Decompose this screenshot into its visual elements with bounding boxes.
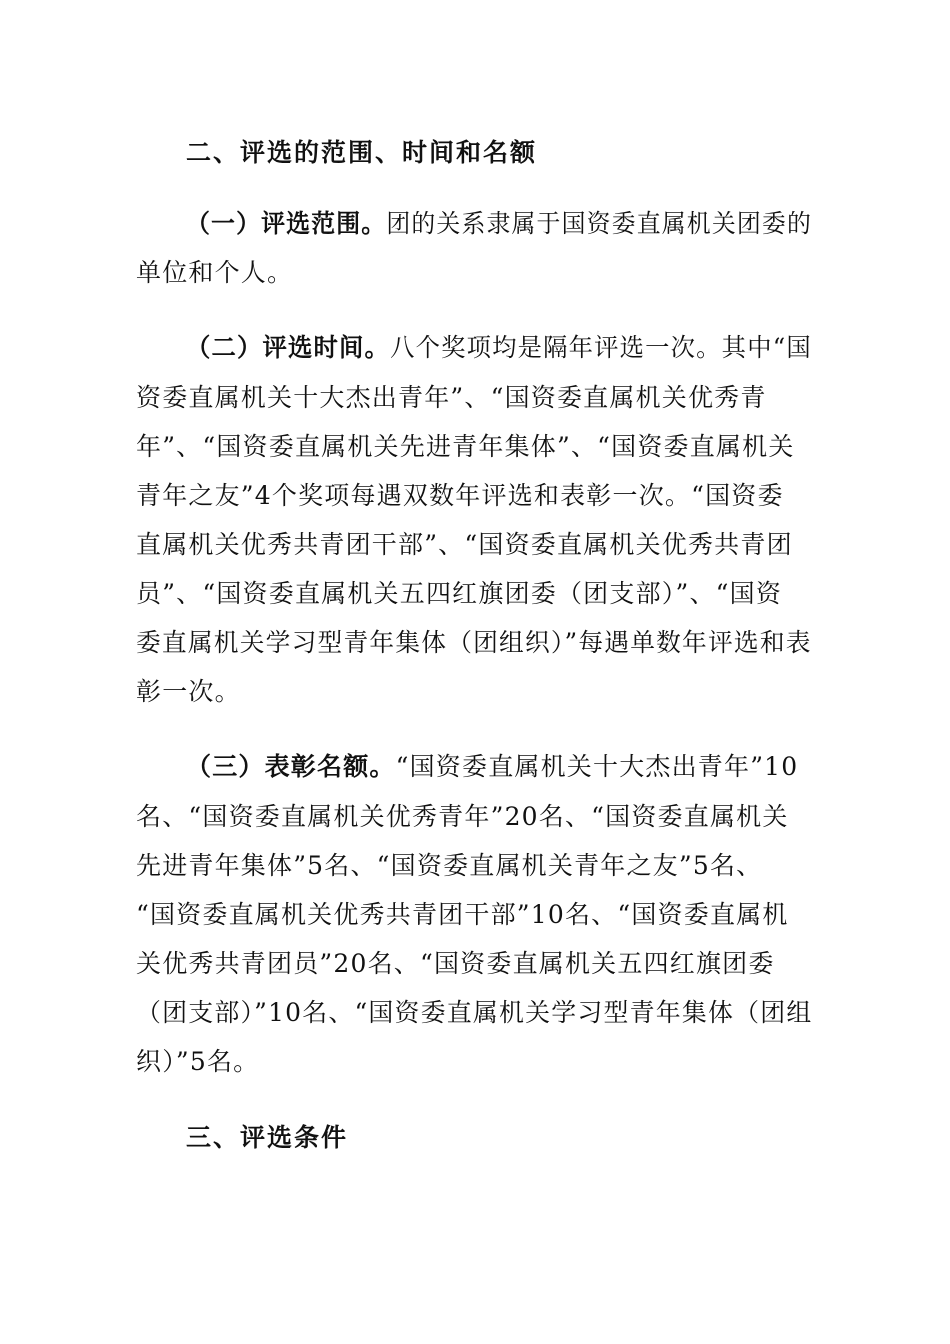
- paragraph-time-line-6: 员”、“国资委直属机关五四红旗团委（团支部）”、“国资: [136, 579, 783, 608]
- paragraph-quota-line-3: 先进青年集体”5名、“国资委直属机关青年之友”5名、: [136, 851, 763, 880]
- paragraph-time-line-4: 青年之友”4个奖项每遇双数年评选和表彰一次。“国资委: [136, 481, 784, 510]
- paragraph-quota-line-4: “国资委直属机关优秀共青团干部”10名、“国资委直属机: [136, 900, 789, 929]
- paragraph-time-line-1: [186, 331, 812, 365]
- paragraph-time-line-5: 直属机关优秀共青团干部”、“国资委直属机关优秀共青团: [136, 530, 793, 559]
- paragraph-quota-line-7: 织）”5名。: [136, 1047, 260, 1076]
- section-heading-2: 二、评选的范围、时间和名额: [186, 138, 538, 167]
- paragraph-scope-text: 团的关系隶属于国资委直属机关团委的: [386, 209, 812, 238]
- paragraph-time-line-8: 彰一次。: [136, 677, 241, 706]
- paragraph-time-line-2: 资委直属机关十大杰出青年”、“国资委直属机关优秀青: [136, 383, 767, 412]
- paragraph-scope-line-2: 单位和个人。: [136, 258, 294, 287]
- paragraph-scope-line-1: [186, 207, 812, 241]
- paragraph-quota-line-1: [186, 750, 798, 784]
- paragraph-time-line-3: 年”、“国资委直属机关先进青年集体”、“国资委直属机关: [136, 432, 795, 461]
- paragraph-quota-line-6: （团支部）”10名、“国资委直属机关学习型青年集体（团组: [136, 998, 813, 1027]
- paragraph-quota-lead: （三）表彰名额。: [186, 752, 396, 781]
- paragraph-quota-line-5: 关优秀共青团员”20名、“国资委直属机关五四红旗团委: [136, 949, 775, 978]
- paragraph-time-text: 八个奖项均是隔年评选一次。其中“国: [390, 333, 812, 362]
- paragraph-time-line-7: 委直属机关学习型青年集体（团组织）”每遇单数年评选和表: [136, 628, 812, 657]
- paragraph-scope-lead: （一）评选范围。: [186, 209, 387, 238]
- paragraph-time-lead: （二）评选时间。: [186, 333, 391, 362]
- paragraph-quota-text: “国资委直属机关十大杰出青年”10: [395, 752, 799, 781]
- paragraph-quota-line-2: 名、“国资委直属机关优秀青年”20名、“国资委直属机关: [136, 802, 789, 831]
- section-heading-3: 三、评选条件: [186, 1123, 349, 1152]
